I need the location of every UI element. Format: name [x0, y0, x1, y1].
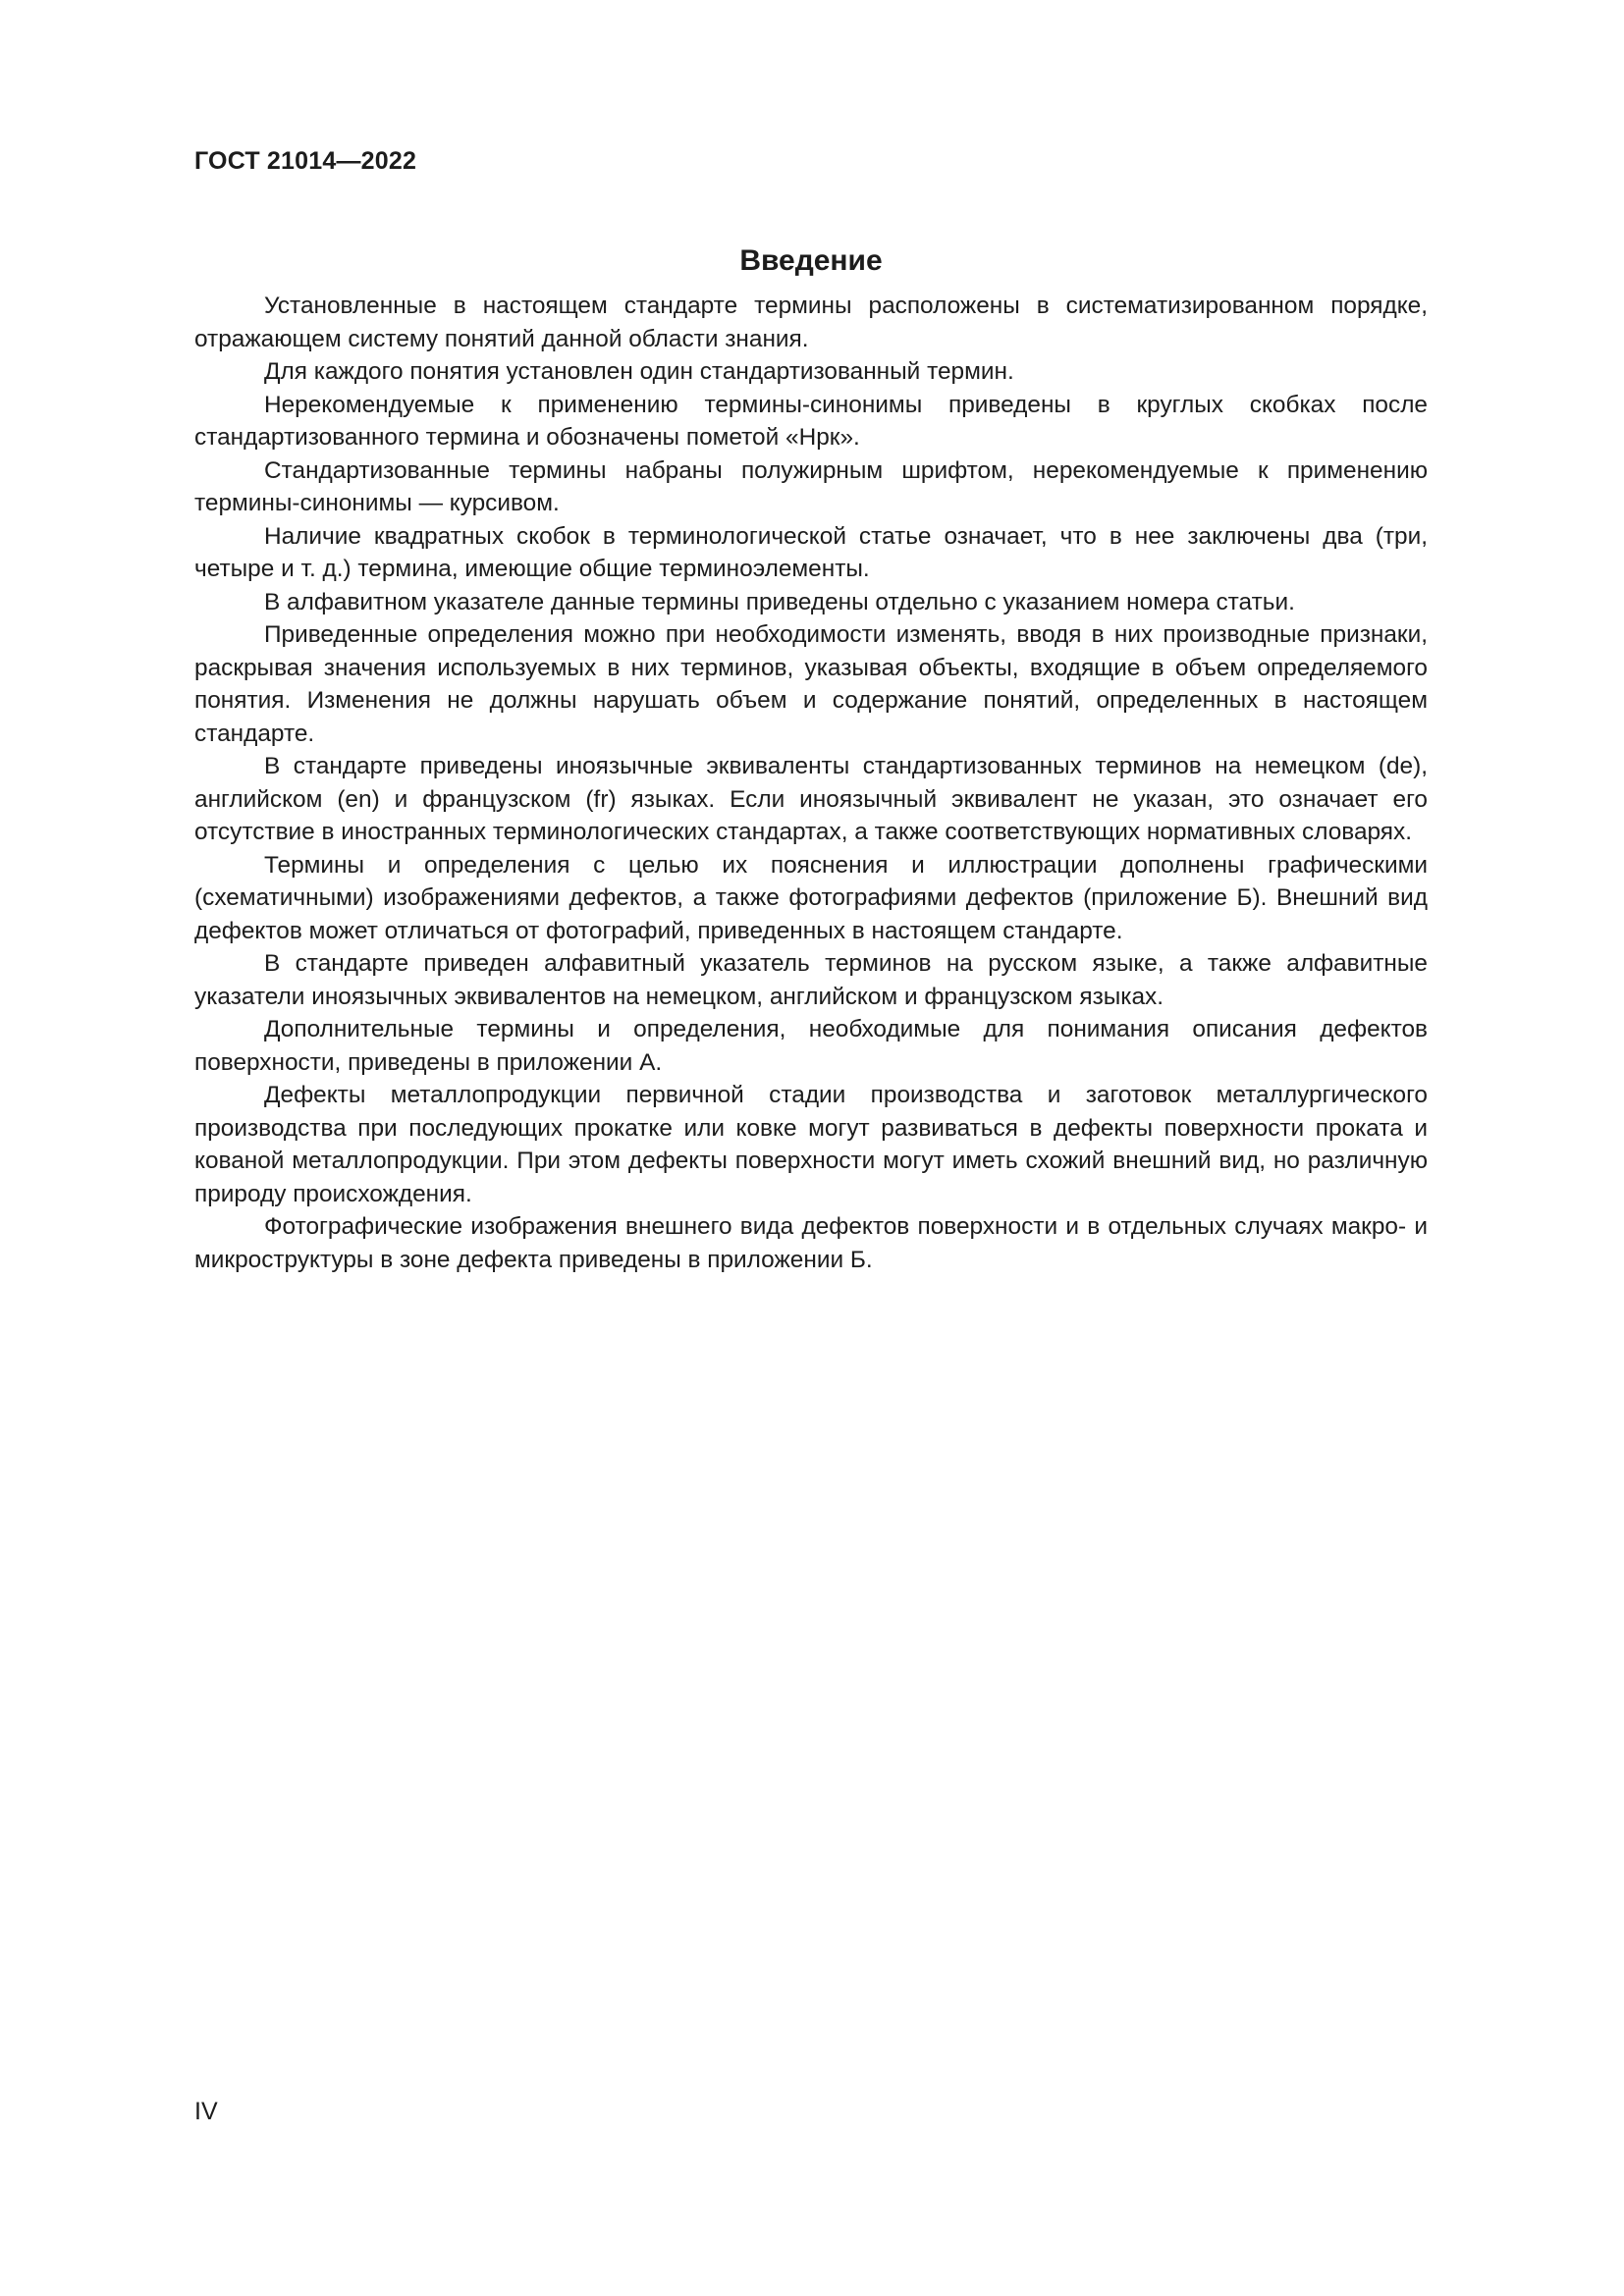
paragraph: Дефекты металлопродукции первичной стадии производства и заготовок металлургического производства при последующих прокатке или ковке могут развиваться в дефекты поверхности проката и кованой металлопродукции. При этом дефекты поверхности могут иметь схожий внешний вид, но различную природу происхождения. [194, 1082, 1428, 1207]
running-head: ГОСТ 21014—2022 [194, 147, 417, 175]
paragraph: В алфавитном указателе данные термины приведены отдельно с указанием номера статьи. [264, 588, 1295, 615]
paragraph: Термины и определения с целью их пояснения и иллюстрации дополнены графическими (схематичными) изображениями дефектов, а также фотографиями дефектов (приложение Б). Внешний вид дефектов может отличаться от фотографий, приведенных в настоящем стандарте. [194, 851, 1428, 944]
paragraph: Для каждого понятия установлен один стандартизованный термин. [264, 358, 1014, 385]
paragraph: Наличие квадратных скобок в терминологической статье означает, что в нее заключены два (три, четыре и т. д.) термина, имеющие общие терминоэлементы. [194, 522, 1428, 582]
paragraph: Нерекомендуемые к применению термины-синонимы приведены в круглых скобках после стандартизованного термина и обозначены пометой «Нрк». [194, 391, 1428, 451]
page-number: IV [194, 2098, 218, 2125]
paragraph: В стандарте приведены иноязычные эквиваленты стандартизованных терминов на немецком (de), английском (en) и французском (fr) языках. Если иноязычный эквивалент не указан, это означает его отсутствие в иностранных терминологических стандартах, а также соответствующих нормативных словарях. [194, 753, 1428, 845]
paragraph: Установленные в настоящем стандарте термины расположены в систематизированном порядке, отражающем систему понятий данной области знания. [194, 293, 1428, 352]
section-title: Введение [739, 244, 883, 278]
paragraph: Приведенные определения можно при необходимости изменять, вводя в них производные признаки, раскрывая значения используемых в них терминов, указывая объекты, входящие в объем определяемого понятия. Изменения не должны нарушать объем и содержание понятий, определенных в настоящем стандарте. [194, 621, 1428, 747]
body-text [194, 290, 1428, 1276]
paragraph: Фотографические изображения внешнего вида дефектов поверхности и в отдельных случаях макро- и микроструктуры в зоне дефекта приведены в приложении Б. [194, 1213, 1428, 1273]
paragraph: В стандарте приведен алфавитный указатель терминов на русском языке, а также алфавитные указатели иноязычных эквивалентов на немецком, английском и французском языках. [194, 950, 1428, 1010]
paragraph: Стандартизованные термины набраны полужирным шрифтом, нерекомендуемые к применению термины-синонимы — курсивом. [194, 456, 1428, 516]
paragraph: Дополнительные термины и определения, необходимые для понимания описания дефектов поверхности, приведены в приложении А. [194, 1016, 1428, 1076]
